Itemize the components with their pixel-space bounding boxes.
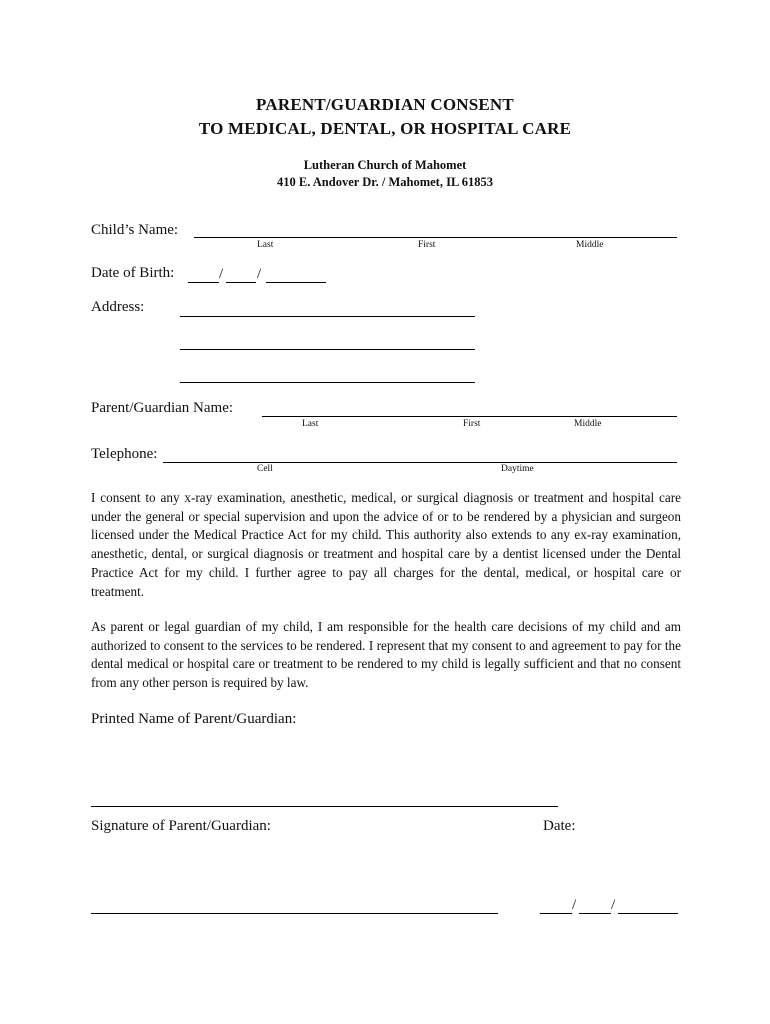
address-label: Address: (91, 299, 145, 315)
dob-month-field[interactable] (188, 282, 219, 283)
dob-day-field[interactable] (226, 282, 256, 283)
printed-name-label: Printed Name of Parent/Guardian: (91, 711, 297, 727)
date-month-field[interactable] (540, 913, 572, 914)
consent-paragraph-1: I consent to any x-ray examination, anesthetic, medical, or surgical diagnosis or treatment and hospital care under the general or special supervision and upon the advice of or to be rendered by a physician and surgeon licensed under the Medical Practice Act for my child. This authority also extends to any ex-ray examination, anesthetic, dental, or surgical diagnosis or treatment and hospital care by a dentist licensed under the Dental Practice Act for my child. I further agree to pay all charges for the dental, medical, or hospital care or treatment. (91, 490, 681, 599)
childs-name-label: Child’s Name: (91, 222, 179, 238)
dob-slash: / (219, 266, 224, 282)
date-slash: / (572, 897, 577, 913)
childs-name-sub-last: Last (257, 240, 274, 250)
date-slash: / (611, 897, 616, 913)
telephone-field[interactable] (163, 462, 677, 463)
date-of-birth-label: Date of Birth: (91, 265, 175, 281)
telephone-sub-daytime: Daytime (501, 464, 534, 474)
dob-year-field[interactable] (266, 282, 326, 283)
childs-name-field[interactable] (194, 237, 677, 238)
telephone-label: Telephone: (91, 446, 158, 462)
date-day-field[interactable] (579, 913, 611, 914)
date-year-field[interactable] (618, 913, 678, 914)
organization-address: 410 E. Andover Dr. / Mahomet, IL 61853 (277, 175, 493, 189)
guardian-name-sub-first: First (463, 419, 481, 429)
guardian-name-sub-middle: Middle (574, 419, 602, 429)
consent-paragraph-2: As parent or legal guardian of my child, I am responsible for the health care decisions of my child and am authorized to consent to the services to be rendered. I represent that my consent to and agreement to pay for the dental medical or hospital care or treatment to be rendered to my child is legally sufficient and that no consent from any other person is required by law. (91, 619, 681, 691)
childs-name-sub-middle: Middle (576, 240, 604, 250)
form-title-line1: PARENT/GUARDIAN CONSENT (256, 95, 514, 114)
address-line-2-field[interactable] (180, 349, 475, 350)
form-title-line2: TO MEDICAL, DENTAL, OR HOSPITAL CARE (198, 119, 572, 138)
childs-name-sub-first: First (418, 240, 436, 250)
printed-name-field[interactable] (91, 806, 558, 807)
guardian-name-sub-last: Last (302, 419, 319, 429)
signature-field[interactable] (91, 913, 498, 914)
telephone-sub-cell: Cell (257, 464, 273, 474)
dob-slash: / (257, 266, 262, 282)
address-line-3-field[interactable] (180, 382, 475, 383)
address-line-1-field[interactable] (180, 316, 475, 317)
signature-label: Signature of Parent/Guardian: (91, 818, 271, 834)
guardian-name-field[interactable] (262, 416, 677, 417)
guardian-name-label: Parent/Guardian Name: (91, 400, 234, 416)
date-label: Date: (543, 818, 576, 834)
organization-name: Lutheran Church of Mahomet (303, 158, 467, 172)
